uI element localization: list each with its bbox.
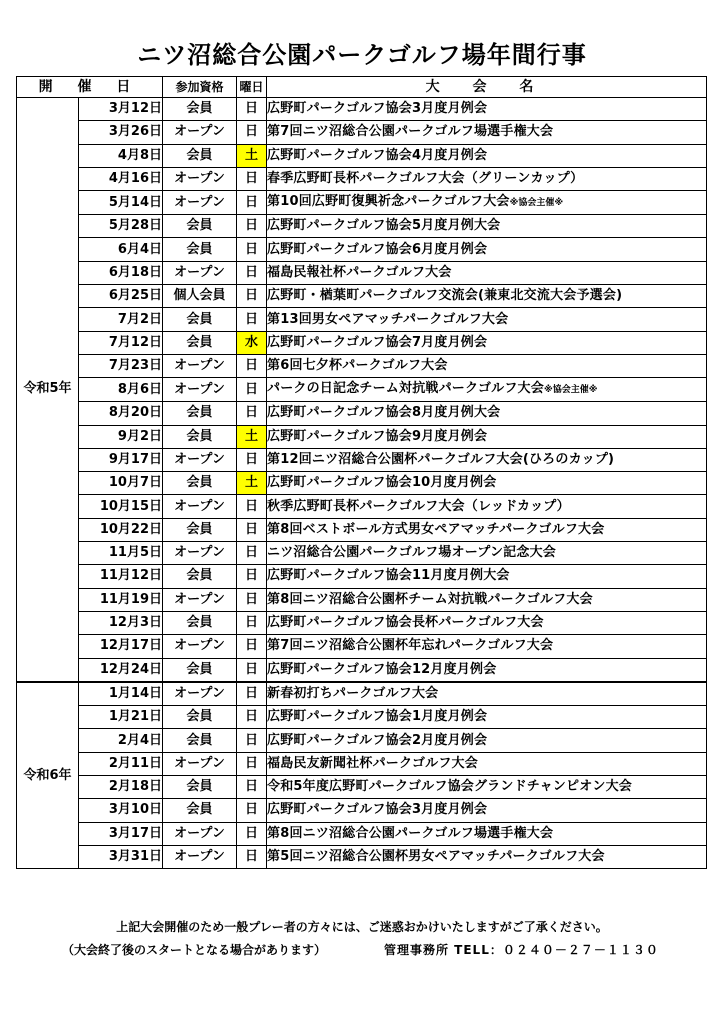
event-name [267, 658, 707, 682]
event-name-text: 広野町パークゴルフ協会8月度月例大会 [267, 405, 501, 421]
event-date: 12月17日 [79, 635, 163, 658]
table-row [17, 565, 707, 588]
event-name [267, 822, 707, 845]
event-eligibility: オープン [163, 261, 237, 284]
event-name [267, 98, 707, 121]
event-name [267, 402, 707, 425]
event-weekday: 日 [237, 448, 267, 471]
event-name-text: 第8回ニツ沼総合公園杯チーム対抗戦パークゴルフ大会 [267, 591, 593, 607]
event-weekday: 日 [237, 98, 267, 121]
event-date: 7月2日 [79, 308, 163, 331]
event-weekday: 日 [237, 378, 267, 402]
event-name-text: 第6回七夕杯パークゴルフ大会 [267, 358, 448, 374]
event-date: 6月18日 [79, 261, 163, 284]
event-weekday: 日 [237, 588, 267, 611]
event-date: 7月23日 [79, 354, 163, 377]
event-weekday: 日 [237, 495, 267, 518]
event-date: 8月20日 [79, 402, 163, 425]
table-row [17, 635, 707, 658]
event-name-text: 広野町パークゴルフ協会3月度月例会 [267, 101, 488, 117]
event-weekday: 日 [237, 215, 267, 238]
event-eligibility: 会員 [163, 98, 237, 121]
event-name-text: 第7回ニツ沼総合公園パークゴルフ場選手権大会 [267, 124, 554, 140]
event-name-text: 広野町パークゴルフ協会10月度月例会 [267, 475, 497, 491]
event-eligibility: オープン [163, 354, 237, 377]
event-name [267, 729, 707, 752]
event-name-text: 春季広野町長杯パークゴルフ大会（グリーンカップ） [267, 171, 584, 187]
event-name [267, 378, 707, 402]
event-date: 11月12日 [79, 565, 163, 588]
event-date: 1月21日 [79, 706, 163, 729]
event-name-text: 広野町パークゴルフ協会1月度月例会 [267, 709, 488, 725]
event-name-text: 福島民報社杯パークゴルフ大会 [267, 264, 452, 280]
event-date: 11月19日 [79, 588, 163, 611]
table-row [17, 588, 707, 611]
event-eligibility: 会員 [163, 402, 237, 425]
event-note: ※協会主催※ [509, 198, 564, 209]
event-name-text: 広野町パークゴルフ協会4月度月例会 [267, 147, 488, 163]
event-weekday: 日 [237, 752, 267, 775]
table-row [17, 308, 707, 331]
event-weekday: 土 [237, 144, 267, 167]
footer-notice: 上記大会開催のため一般プレー者の方々には、ご迷惑おかけいたしますがご了承ください。 [116, 920, 608, 934]
table-row [17, 261, 707, 284]
table-body [17, 98, 707, 869]
header-date: 開 催 日 [17, 77, 163, 98]
event-name [267, 238, 707, 261]
table-row [17, 658, 707, 682]
event-eligibility: オープン [163, 588, 237, 611]
table-row [17, 121, 707, 144]
event-name [267, 799, 707, 822]
table-row [17, 402, 707, 425]
event-name [267, 542, 707, 565]
event-name-text: 広野町パークゴルフ協会6月度月例会 [267, 241, 488, 257]
event-name [267, 776, 707, 799]
event-date: 6月25日 [79, 285, 163, 308]
footer-contact: 管理事務所 TELL：０２４０－２７－１１３０ [384, 943, 659, 957]
event-name-text: 広野町・楢葉町パークゴルフ交流会(兼東北交流大会予選会) [267, 288, 623, 304]
event-weekday: 日 [237, 167, 267, 190]
event-weekday: 日 [237, 799, 267, 822]
table-row [17, 167, 707, 190]
event-date: 10月7日 [79, 472, 163, 495]
event-date: 3月17日 [79, 822, 163, 845]
event-weekday: 日 [237, 261, 267, 284]
event-date: 4月16日 [79, 167, 163, 190]
event-name [267, 752, 707, 775]
event-weekday: 日 [237, 542, 267, 565]
event-eligibility: オープン [163, 752, 237, 775]
table-row [17, 799, 707, 822]
table-row [17, 378, 707, 402]
page-title: ニツ沼総合公園パークゴルフ場年間行事 [137, 41, 587, 69]
year-label: 令和6年 [17, 682, 79, 869]
event-name [267, 588, 707, 611]
table-row [17, 98, 707, 121]
table-row [17, 215, 707, 238]
event-name-text: 第13回男女ペアマッチパークゴルフ大会 [267, 311, 509, 327]
event-date: 1月14日 [79, 682, 163, 706]
event-name [267, 354, 707, 377]
event-name-text: 広野町パークゴルフ協会2月度月例会 [267, 732, 488, 748]
event-name-text: 第12回ニツ沼総合公園杯パークゴルフ大会(ひろのカップ) [267, 452, 615, 467]
event-name-text: 第8回ニツ沼総合公園パークゴルフ場選手権大会 [267, 825, 554, 841]
event-weekday: 日 [237, 658, 267, 682]
event-weekday: 土 [237, 472, 267, 495]
table-row [17, 845, 707, 868]
event-eligibility: オープン [163, 121, 237, 144]
event-eligibility: 個人会員 [163, 285, 237, 308]
event-eligibility: 会員 [163, 565, 237, 588]
event-name [267, 518, 707, 541]
event-weekday: 日 [237, 729, 267, 752]
event-weekday: 日 [237, 611, 267, 634]
table-row [17, 285, 707, 308]
event-date: 3月10日 [79, 799, 163, 822]
header-day: 曜日 [237, 77, 267, 98]
event-name-text: 広野町パークゴルフ協会長杯パークゴルフ大会 [267, 615, 544, 631]
event-name [267, 565, 707, 588]
event-name [267, 121, 707, 144]
event-date: 2月4日 [79, 729, 163, 752]
event-date: 4月8日 [79, 144, 163, 167]
table-row [17, 752, 707, 775]
event-eligibility: 会員 [163, 729, 237, 752]
event-name [267, 682, 707, 706]
table-row [17, 706, 707, 729]
event-weekday: 日 [237, 402, 267, 425]
event-name-text: 広野町パークゴルフ協会5月度月例大会 [267, 218, 501, 234]
event-eligibility: 会員 [163, 799, 237, 822]
event-schedule-table [16, 76, 707, 869]
event-eligibility: 会員 [163, 144, 237, 167]
event-name [267, 215, 707, 238]
event-date: 5月28日 [79, 215, 163, 238]
event-name-text: 第7回ニツ沼総合公園杯年忘れパークゴルフ大会 [267, 638, 554, 654]
event-name-text: 広野町パークゴルフ協会3月度月例会 [267, 802, 488, 818]
event-note: ※協会主催※ [543, 385, 598, 396]
table-row [17, 682, 707, 706]
event-date: 10月15日 [79, 495, 163, 518]
event-weekday: 日 [237, 191, 267, 215]
event-name-text: 第5回ニツ沼総合公園杯男女ペアマッチパークゴルフ大会 [267, 849, 605, 865]
event-eligibility: オープン [163, 822, 237, 845]
event-eligibility: 会員 [163, 425, 237, 448]
event-name-text: 広野町パークゴルフ協会11月度月例大会 [267, 568, 510, 584]
event-eligibility: オープン [163, 167, 237, 190]
event-weekday: 土 [237, 425, 267, 448]
event-name [267, 611, 707, 634]
event-eligibility: オープン [163, 191, 237, 215]
event-eligibility: オープン [163, 448, 237, 471]
event-name-text: 第10回広野町復興祈念パークゴルフ大会 [267, 194, 510, 210]
event-eligibility: 会員 [163, 215, 237, 238]
event-name-text: 広野町パークゴルフ協会7月度月例会 [267, 334, 488, 350]
event-name [267, 472, 707, 495]
event-name-text: 令和5年度広野町パークゴルフ協会グランドチャンピオン大会 [267, 779, 632, 795]
event-weekday: 日 [237, 822, 267, 845]
event-eligibility: オープン [163, 845, 237, 868]
event-eligibility: 会員 [163, 238, 237, 261]
table-row [17, 472, 707, 495]
event-eligibility: 会員 [163, 472, 237, 495]
year-label: 令和5年 [17, 98, 79, 682]
event-name [267, 845, 707, 868]
table-row [17, 495, 707, 518]
event-name-text: 広野町パークゴルフ協会12月度月例会 [267, 661, 497, 677]
event-name [267, 308, 707, 331]
event-weekday: 日 [237, 121, 267, 144]
table-row [17, 238, 707, 261]
header-name: 大 会 名 [267, 77, 707, 98]
event-name-text: 新春初打ちパークゴルフ大会 [267, 685, 439, 701]
event-eligibility: 会員 [163, 706, 237, 729]
event-weekday: 日 [237, 776, 267, 799]
event-name [267, 261, 707, 284]
event-date: 7月12日 [79, 331, 163, 354]
table-row [17, 729, 707, 752]
table-row [17, 191, 707, 215]
header-type: 参加資格 [163, 77, 237, 98]
event-date: 3月31日 [79, 845, 163, 868]
event-eligibility: オープン [163, 495, 237, 518]
event-eligibility: 会員 [163, 308, 237, 331]
table-row [17, 542, 707, 565]
event-date: 10月22日 [79, 518, 163, 541]
event-weekday: 日 [237, 845, 267, 868]
event-name-text: 第8回ベストボール方式男女ペアマッチパークゴルフ大会 [267, 521, 605, 537]
table-row [17, 144, 707, 167]
event-eligibility: 会員 [163, 658, 237, 682]
event-name [267, 495, 707, 518]
table-row [17, 425, 707, 448]
event-date: 9月2日 [79, 425, 163, 448]
table-row [17, 354, 707, 377]
event-eligibility: 会員 [163, 611, 237, 634]
event-name [267, 191, 707, 215]
footer-note: （大会終了後のスタートとなる場合があります） [62, 943, 327, 957]
event-date: 9月17日 [79, 448, 163, 471]
event-name [267, 635, 707, 658]
table-row [17, 448, 707, 471]
event-date: 2月18日 [79, 776, 163, 799]
event-name [267, 167, 707, 190]
event-name [267, 425, 707, 448]
event-date: 11月5日 [79, 542, 163, 565]
event-weekday: 日 [237, 354, 267, 377]
event-weekday: 日 [237, 518, 267, 541]
event-name-text: 福島民友新聞社杯パークゴルフ大会 [267, 755, 478, 771]
event-name-text: パークの日記念チーム対抗戦パークゴルフ大会 [267, 381, 544, 397]
event-eligibility: 会員 [163, 776, 237, 799]
table-row [17, 776, 707, 799]
event-weekday: 日 [237, 682, 267, 706]
table-row [17, 611, 707, 634]
event-date: 3月26日 [79, 121, 163, 144]
event-weekday: 日 [237, 635, 267, 658]
event-name [267, 285, 707, 308]
event-name [267, 144, 707, 167]
event-weekday: 日 [237, 706, 267, 729]
event-date: 6月4日 [79, 238, 163, 261]
event-weekday: 日 [237, 285, 267, 308]
event-name [267, 331, 707, 354]
event-eligibility: 会員 [163, 518, 237, 541]
table-row [17, 331, 707, 354]
event-date: 12月24日 [79, 658, 163, 682]
event-weekday: 日 [237, 565, 267, 588]
event-eligibility: オープン [163, 542, 237, 565]
event-date: 12月3日 [79, 611, 163, 634]
event-weekday: 水 [237, 331, 267, 354]
event-date: 5月14日 [79, 191, 163, 215]
event-name-text: 広野町パークゴルフ協会9月度月例会 [267, 428, 488, 444]
table-row [17, 822, 707, 845]
event-name [267, 706, 707, 729]
event-name-text: 秋季広野町長杯パークゴルフ大会（レッドカップ） [267, 498, 570, 514]
event-eligibility: オープン [163, 682, 237, 706]
event-date: 8月6日 [79, 378, 163, 402]
event-eligibility: オープン [163, 378, 237, 402]
event-name [267, 448, 707, 471]
event-date: 2月11日 [79, 752, 163, 775]
table-row [17, 518, 707, 541]
event-date: 3月12日 [79, 98, 163, 121]
event-name-text: ニツ沼総合公園パークゴルフ場オープン記念大会 [267, 545, 556, 561]
event-weekday: 日 [237, 308, 267, 331]
event-weekday: 日 [237, 238, 267, 261]
event-eligibility: オープン [163, 635, 237, 658]
event-eligibility: 会員 [163, 331, 237, 354]
table-header-row [17, 77, 707, 98]
